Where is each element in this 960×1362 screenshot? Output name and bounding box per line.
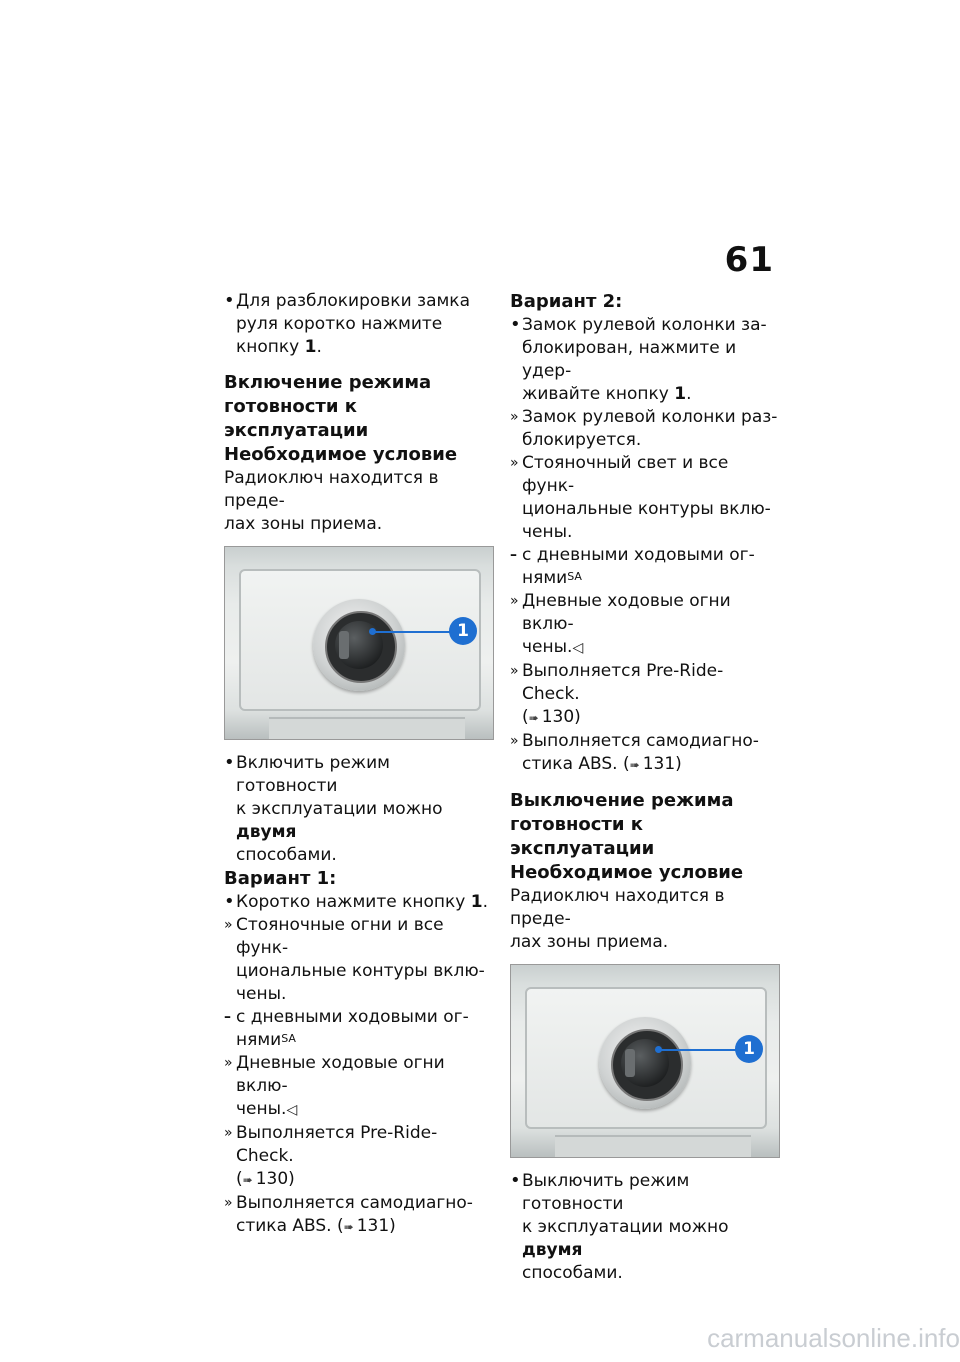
condition-text: Радиоключ находится в преде- лах зоны приема. xyxy=(510,886,725,952)
ignition-button-photo xyxy=(224,546,494,740)
result-item: » Замок рулевой колонки раз- блокируется. xyxy=(510,407,778,450)
end-triangle-icon: ◁ xyxy=(572,640,584,656)
page-ref-arrow-icon: ➠ xyxy=(629,758,640,772)
result-item: » Стояночный свет и все функ- циональные контуры вклю- чены. xyxy=(510,453,771,542)
left-column xyxy=(224,290,494,1239)
result-item: » Выполняется самодиагно- стика ABS. (➠ 131) xyxy=(224,1192,494,1239)
result-item: » Дневные ходовые огни вклю- чены.◁ xyxy=(224,1053,445,1119)
result-item: » Выполняется Pre-Ride-Check. (➠ 130) xyxy=(224,1122,494,1192)
page-number: 61 xyxy=(724,240,774,280)
page-ref-arrow-icon: ➠ xyxy=(528,711,539,725)
list-item: • Замок рулевой колонки за- блокирован, нажмите и удер- живайте кнопку 1. xyxy=(510,314,767,404)
section-heading: Включение режима готовности к эксплуатации Необходимое условие xyxy=(224,372,458,465)
result-item: » Дневные ходовые огни вклю- чены.◁ xyxy=(510,591,731,657)
watermark: carmanualsonline.info xyxy=(707,1323,960,1353)
option-item: – с дневными ходовыми ог- нями$^{SA}$ xyxy=(224,1007,469,1050)
callout-badge: 1 xyxy=(735,1035,763,1063)
end-triangle-icon: ◁ xyxy=(286,1102,298,1118)
variant-heading: Вариант 2: xyxy=(510,291,623,312)
bullet-marker: • xyxy=(224,290,235,311)
list-item: • Выключить режим готовности к эксплуатации можно двумя способами. xyxy=(510,1170,729,1283)
option-item: – с дневными ходовыми ог- нями$^{SA}$ xyxy=(510,545,755,588)
page-ref[interactable]: 131) xyxy=(642,754,682,774)
right-column xyxy=(510,290,780,1285)
page-ref-arrow-icon: ➠ xyxy=(343,1220,354,1234)
callout-badge: 1 xyxy=(449,617,477,645)
section-heading: Выключение режима готовности к эксплуатации Необходимое условие xyxy=(510,790,744,883)
page-ref[interactable]: 130) xyxy=(255,1169,295,1189)
result-item: » Выполняется самодиагно- стика ABS. (➠ 131) xyxy=(510,730,780,777)
page-ref[interactable]: 130) xyxy=(541,707,581,727)
result-item: » Выполняется Pre-Ride-Check. (➠ 130) xyxy=(510,660,780,730)
ignition-button-photo xyxy=(510,964,780,1158)
result-item: » Стояночные огни и все функ- циональные контуры вклю- чены. xyxy=(224,915,485,1004)
sa-marker: SA xyxy=(567,570,582,583)
condition-text: Радиоключ находится в преде- лах зоны приема. xyxy=(224,468,439,534)
list-item: • Включить режим готовности к эксплуатации можно двумя способами. xyxy=(224,752,443,865)
list-item: • Коротко нажмите кнопку 1. xyxy=(224,891,489,912)
page-ref[interactable]: 131) xyxy=(356,1216,396,1236)
variant-heading: Вариант 1: xyxy=(224,868,337,889)
sa-marker: SA xyxy=(281,1032,296,1045)
list-item: • Для разблокировки замка руля коротко нажмите кнопку 1. xyxy=(224,290,470,357)
page-ref-arrow-icon: ➠ xyxy=(242,1173,253,1187)
